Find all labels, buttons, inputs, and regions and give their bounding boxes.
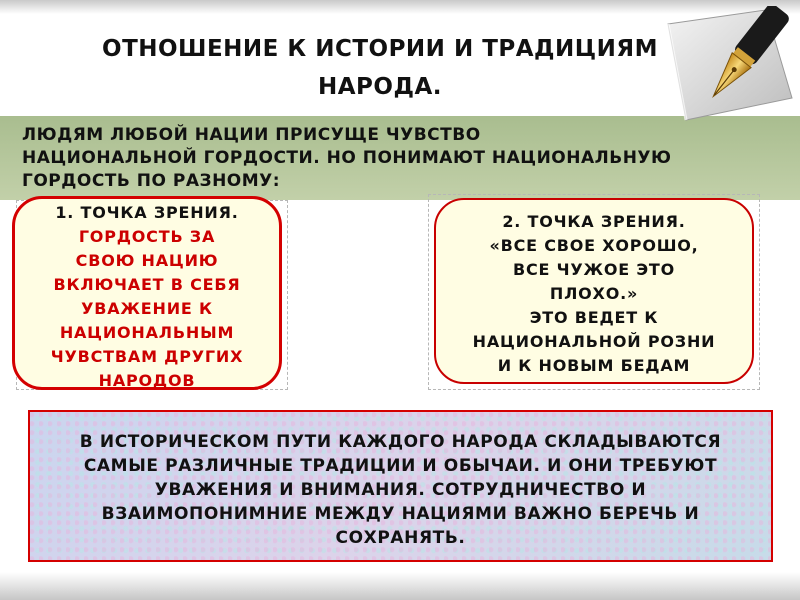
point-of-view-2-panel — [434, 198, 754, 384]
panel-line: ЭТО ВЕДЕТ К — [529, 308, 659, 327]
bottom-shadow — [0, 572, 800, 600]
title-line: НАРОДА. — [318, 74, 442, 100]
panel-line: УВАЖЕНИЕ К — [81, 299, 213, 318]
title-line: ОТНОШЕНИЕ К ИСТОРИИ И ТРАДИЦИЯМ — [102, 36, 658, 62]
panel-line: НАЦИОНАЛЬНЫМ — [59, 323, 235, 342]
intro-line: НАЦИОНАЛЬНОЙ ГОРДОСТИ. НО ПОНИМАЮТ НАЦИОНАЛЬНУЮ — [22, 148, 672, 168]
panel-line: ГОРДОСТЬ ЗА — [78, 227, 216, 246]
panel-line: ЧУВСТВАМ ДРУГИХ — [50, 347, 244, 366]
fountain-pen-icon — [646, 6, 796, 124]
panel-line: СВОЮ НАЦИЮ — [75, 251, 219, 270]
panel-heading: 1. ТОЧКА ЗРЕНИЯ. — [55, 203, 239, 222]
intro-text — [22, 124, 792, 193]
panel-line: «ВСЕ СВОЕ ХОРОШО, — [489, 236, 699, 255]
box-line: САМЫЕ РАЗЛИЧНЫЕ ТРАДИЦИИ И ОБЫЧАИ. И ОНИ ТРЕБУЮТ — [83, 456, 718, 476]
box-line: В ИСТОРИЧЕСКОМ ПУТИ КАЖДОГО НАРОДА СКЛАДЫВАЮТСЯ — [79, 432, 722, 452]
box-line: ВЗАИМОПОНИМНИЕ МЕЖДУ НАЦИЯМИ ВАЖНО БЕРЕЧЬ И — [101, 504, 700, 524]
panel-line: НАРОДОВ — [98, 371, 196, 390]
panel-line: ВСЕ ЧУЖОЕ ЭТО — [512, 260, 676, 279]
slide-title — [40, 30, 720, 106]
panel-line: ВКЛЮЧАЕТ В СЕБЯ — [53, 275, 241, 294]
panel-heading: 2. ТОЧКА ЗРЕНИЯ. — [502, 212, 686, 231]
panel-line: И К НОВЫМ БЕДАМ — [497, 356, 691, 375]
panel-line: НАЦИОНАЛЬНОЙ РОЗНИ — [472, 332, 716, 351]
panel-line: ПЛОХО.» — [549, 284, 639, 303]
box-line: УВАЖЕНИЯ И ВНИМАНИЯ. СОТРУДНИЧЕСТВО И — [154, 480, 647, 500]
point-of-view-1-panel — [12, 196, 282, 390]
box-line: СОХРАНЯТЬ. — [335, 528, 466, 548]
traditions-box — [28, 410, 773, 562]
intro-line: ГОРДОСТЬ ПО РАЗНОМУ: — [22, 171, 281, 191]
intro-line: ЛЮДЯМ ЛЮБОЙ НАЦИИ ПРИСУЩЕ ЧУВСТВО — [22, 125, 481, 145]
